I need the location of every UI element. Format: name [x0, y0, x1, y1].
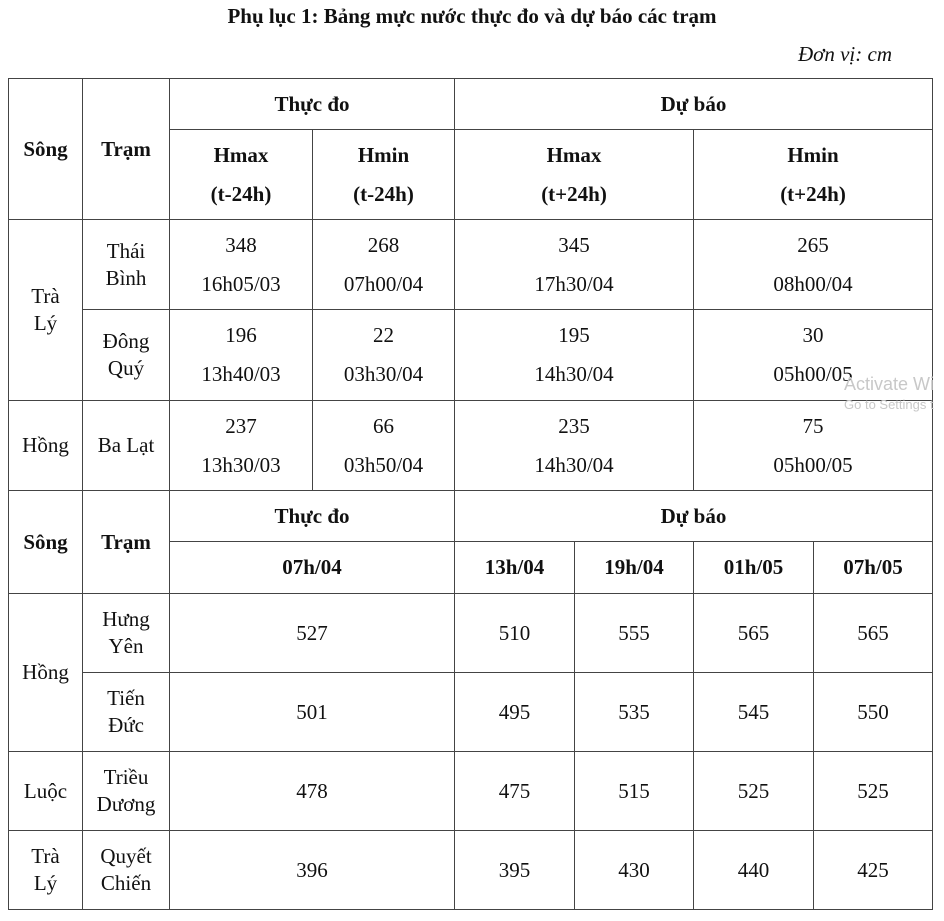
header-hmax-measured: Hmax (t-24h)	[170, 130, 313, 220]
hmax-measured-cell: 348 16h05/03	[170, 220, 313, 310]
header-hmin-forecast: Hmin (t+24h)	[694, 130, 933, 220]
forecast-cell: 475	[455, 752, 575, 831]
forecast-cell: 525	[814, 752, 933, 831]
header-measured-time: 07h/04	[170, 542, 455, 594]
forecast-cell: 515	[575, 752, 694, 831]
forecast-cell: 545	[694, 673, 814, 752]
river-cell: Hồng	[9, 594, 83, 752]
page-title: Phụ lục 1: Bảng mực nước thực đo và dự báo các trạm	[227, 4, 717, 28]
forecast-cell: 565	[694, 594, 814, 673]
hmax-measured-cell: 196 13h40/03	[170, 310, 313, 401]
hmax-forecast-cell: 195 14h30/04	[455, 310, 694, 401]
forecast-cell: 550	[814, 673, 933, 752]
forecast-cell: 430	[575, 831, 694, 910]
station-cell: Thái Bình	[83, 220, 170, 310]
forecast-cell: 535	[575, 673, 694, 752]
station-cell: Triều Dương	[83, 752, 170, 831]
header-forecast: Dự báo	[455, 491, 933, 542]
hmin-measured-cell: 22 03h30/04	[313, 310, 455, 401]
station-cell: Hưng Yên	[83, 594, 170, 673]
table-row	[9, 310, 933, 401]
river-cell: Trà Lý	[9, 220, 83, 401]
header-forecast-time: 13h/04	[455, 542, 575, 594]
header-river: Sông	[9, 79, 83, 220]
header-station: Trạm	[83, 79, 170, 220]
header-station: Trạm	[83, 491, 170, 594]
forecast-cell: 555	[575, 594, 694, 673]
river-cell: Hồng	[9, 401, 83, 491]
header-measured: Thực đo	[170, 491, 455, 542]
table-row	[9, 673, 933, 752]
table-row	[9, 752, 933, 831]
activation-watermark	[844, 374, 934, 412]
table-row	[9, 401, 933, 491]
forecast-cell: 510	[455, 594, 575, 673]
hmin-measured-cell: 268 07h00/04	[313, 220, 455, 310]
hmin-forecast-cell: 75 05h00/05	[694, 401, 933, 491]
watermark-line: Activate Wi	[844, 374, 935, 394]
header-hmin-measured: Hmin (t-24h)	[313, 130, 455, 220]
hmin-forecast-cell: 265 08h00/04	[694, 220, 933, 310]
watermark-line: Go to Settings t	[844, 397, 934, 412]
measured-cell: 478	[170, 752, 455, 831]
forecast-cell: 495	[455, 673, 575, 752]
water-level-forecast-table	[8, 490, 933, 910]
forecast-cell: 440	[694, 831, 814, 910]
table-row	[9, 594, 933, 673]
measured-cell: 527	[170, 594, 455, 673]
header-forecast-time: 01h/05	[694, 542, 814, 594]
station-cell: Ba Lạt	[83, 401, 170, 491]
measured-cell: 501	[170, 673, 455, 752]
header-measured: Thực đo	[170, 79, 455, 130]
station-cell: Quyết Chiến	[83, 831, 170, 910]
forecast-cell: 565	[814, 594, 933, 673]
hmax-forecast-cell: 345 17h30/04	[455, 220, 694, 310]
header-forecast-time: 19h/04	[575, 542, 694, 594]
forecast-cell: 525	[694, 752, 814, 831]
station-cell: Tiến Đức	[83, 673, 170, 752]
header-hmax-forecast: Hmax (t+24h)	[455, 130, 694, 220]
forecast-cell: 425	[814, 831, 933, 910]
table-row	[9, 220, 933, 310]
header-forecast: Dự báo	[455, 79, 933, 130]
header-forecast-time: 07h/05	[814, 542, 933, 594]
unit-label: Đơn vị: cm	[797, 42, 892, 66]
measured-cell: 396	[170, 831, 455, 910]
station-cell: Đông Quý	[83, 310, 170, 401]
table-row	[9, 831, 933, 910]
river-cell: Trà Lý	[9, 831, 83, 910]
header-river: Sông	[9, 491, 83, 594]
forecast-cell: 395	[455, 831, 575, 910]
hmax-forecast-cell: 235 14h30/04	[455, 401, 694, 491]
water-level-extremes-table	[8, 78, 933, 491]
hmin-measured-cell: 66 03h50/04	[313, 401, 455, 491]
river-cell: Luộc	[9, 752, 83, 831]
hmin-forecast-cell: 30 05h00/05	[694, 310, 933, 401]
hmax-measured-cell: 237 13h30/03	[170, 401, 313, 491]
